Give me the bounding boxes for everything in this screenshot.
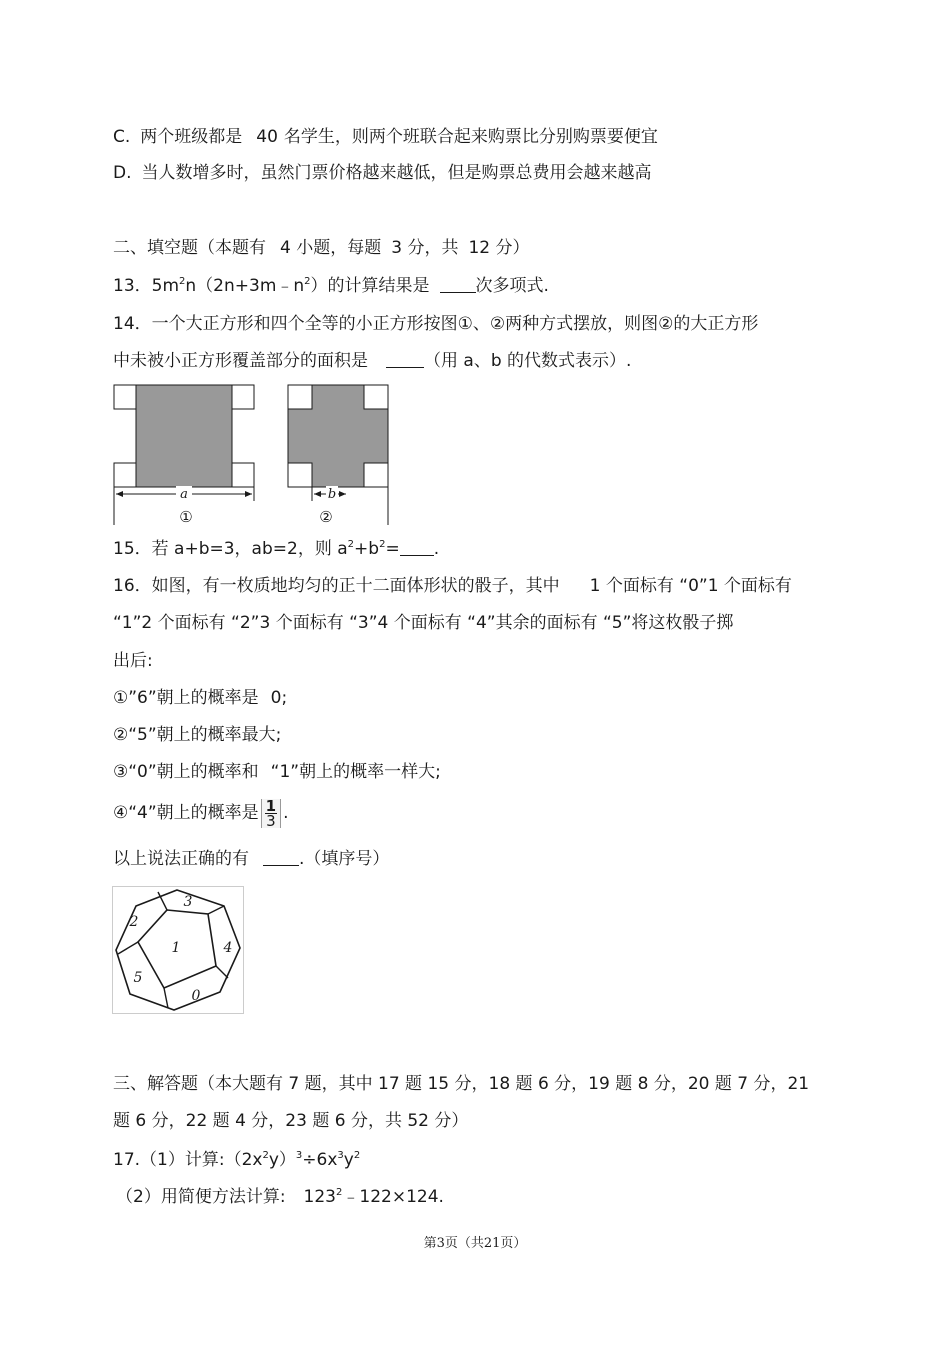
- q15-blank: [400, 539, 434, 556]
- fig2-small-square-tr: [364, 385, 388, 409]
- fig1-small-square-br: [232, 463, 254, 487]
- q16-statement-3: [113, 761, 441, 783]
- q14-blank: [386, 351, 424, 368]
- dice-face-label: 4: [223, 940, 233, 956]
- q16-question: [113, 848, 389, 870]
- section2-text-d: 12 分）: [468, 238, 530, 258]
- q16-text-a: 16．如图，有一枚质地均匀的正十二面体形状的骰子，其中: [113, 576, 560, 596]
- q15-plus: +b: [354, 539, 380, 559]
- section3-heading-line2: 题 6 分，22 题 4 分，23 题 6 分，共 52 分）: [113, 1111, 469, 1131]
- q17-p1-text: 17.（1）计算:（2x: [113, 1150, 263, 1170]
- option-c-text-b: 名学生，则两个班联合起来购票比分别购票要便宜: [283, 127, 658, 147]
- figure-1-svg: [112, 383, 257, 525]
- question-17-part1: [113, 1149, 360, 1171]
- q17-p1-exp1: 2: [262, 1150, 269, 1161]
- option-c: [113, 126, 658, 148]
- page-footer: 第3页（共21页）: [423, 1236, 527, 1251]
- option-c-text-a: 两个班级都是: [140, 127, 243, 147]
- q17-p2-base: 123: [303, 1187, 336, 1207]
- fraction-one-third: [261, 796, 281, 830]
- q16-text-b: 1 个面标有 “0”1 个面标有: [589, 576, 792, 596]
- dice-face-label: 1: [171, 940, 181, 956]
- q13-tail: 次多项式.: [475, 276, 549, 296]
- fig2-small-square-tl: [288, 385, 312, 409]
- q17-p2-exp: 2: [336, 1187, 343, 1198]
- q13-blank: [440, 276, 476, 293]
- q16-ask-text: 以上说法正确的有: [113, 849, 249, 869]
- question-17-part2: [116, 1186, 444, 1208]
- q16-blank: [263, 849, 299, 866]
- fig1-caption: ①: [179, 508, 193, 525]
- section2-text-a: 二、填空题（本题有: [113, 238, 266, 258]
- dodecahedron-dice-figure: [112, 886, 244, 1019]
- q16-s3-text-b: “1”朝上的概率一样大;: [270, 762, 441, 782]
- fraction-numerator: 1: [265, 796, 277, 815]
- question-14-line1: 14．一个大正方形和四个全等的小正方形按图①、②两种方式摆放，则图②的大正方形: [113, 314, 759, 334]
- option-d: [113, 162, 652, 184]
- q17-p1-expr-d: y: [343, 1150, 354, 1170]
- q17-p1-expr-c: ÷6x: [302, 1150, 338, 1170]
- option-d-label: D.: [113, 163, 132, 183]
- q15-text: 15．若 a+b=3，ab=2，则 a: [113, 539, 348, 559]
- fig2-label-b: b: [327, 487, 337, 502]
- q17-p2-text: （2）用简便方法计算:: [116, 1187, 286, 1207]
- fig1-small-square-tl: [114, 385, 136, 409]
- q13-exp2: 2: [304, 276, 311, 287]
- q16-ask-tail: .（填序号）: [299, 849, 390, 869]
- q16-statement-4: [113, 798, 289, 828]
- q13-number: 13．: [113, 276, 152, 296]
- q13-exp1: 2: [179, 276, 186, 287]
- q15-end: .: [433, 539, 440, 559]
- question-16-line3: 出后:: [113, 651, 153, 671]
- q16-s4-end: .: [283, 803, 289, 823]
- fig1-arrow-right: [245, 491, 252, 497]
- q16-s1-value: 0;: [270, 688, 288, 708]
- q13-text: ）的计算结果是: [310, 276, 430, 296]
- q15-exp1: 2: [347, 539, 355, 550]
- q15-exp2: 2: [379, 539, 386, 550]
- fig2-small-square-br: [364, 463, 388, 487]
- question-16-line2: “1”2 个面标有 “2”3 个面标有 “3”4 个面标有 “4”其余的面标有 “5”将这枚骰子掷: [113, 613, 734, 633]
- q16-statement-2: ②“5”朝上的概率最大;: [113, 725, 282, 745]
- fig2-arrow-left: [314, 491, 321, 497]
- fig1-big-square: [136, 385, 232, 487]
- q16-statement-1: [113, 687, 287, 709]
- q17-p1-exp3: 3: [337, 1150, 344, 1161]
- dice-face-label: 2: [129, 914, 139, 930]
- fig2-small-square-bl: [288, 463, 312, 487]
- q14-text-a: 中未被小正方形覆盖部分的面积是: [113, 351, 368, 371]
- figure-2-svg: [286, 383, 390, 525]
- question-14-line2: [113, 350, 631, 372]
- q16-s4-text: ④“4”朝上的概率是: [113, 803, 259, 823]
- fraction-denominator: 3: [266, 811, 276, 830]
- dice-svg: [112, 886, 244, 1014]
- q16-s1-text: ①”6”朝上的概率是: [113, 688, 259, 708]
- figure-2: [286, 383, 390, 530]
- q13-expr: n（2n+3m﹣n: [185, 276, 305, 296]
- q17-p1-expr-b: y）: [268, 1150, 296, 1170]
- question-15: [113, 538, 439, 560]
- section3-heading-line1: 三、解答题（本大题有 7 题，其中 17 题 15 分，18 题 6 分，19 题 8 分，20 题 7 分，21: [113, 1074, 810, 1094]
- fig1-small-square-bl: [114, 463, 136, 487]
- option-d-text: 当人数增多时，虽然门票价格越来越低，但是购票总费用会越来越高: [141, 163, 652, 183]
- dice-face-label: 5: [133, 970, 143, 986]
- section2-text-b: 4 小题，每题: [280, 238, 382, 258]
- dice-face-label: 0: [191, 988, 201, 1004]
- fig2-caption: ②: [319, 508, 333, 525]
- q17-p1-exp2: 3: [295, 1150, 303, 1161]
- section2-heading: [113, 237, 530, 259]
- q16-s3-text-a: ③“0”朝上的概率和: [113, 762, 259, 782]
- figure-1: [112, 383, 257, 530]
- q17-p2-expr: ﹣122×124.: [342, 1187, 444, 1207]
- q13-term: 5m: [151, 276, 180, 296]
- fig1-label-a: a: [180, 487, 188, 502]
- q15-eq: =: [385, 539, 400, 559]
- fig1-small-square-tr: [232, 385, 254, 409]
- q17-p1-exp4: 2: [353, 1150, 361, 1161]
- fig1-arrow-left: [116, 491, 123, 497]
- question-16-line1: [113, 575, 792, 597]
- option-c-num: 40: [256, 127, 278, 147]
- section2-text-c: 3 分，共: [391, 238, 459, 258]
- fig2-arrow-right: [339, 491, 346, 497]
- question-13: [113, 275, 549, 297]
- option-c-label: C.: [113, 127, 131, 147]
- q14-text-b: （用 a、b 的代数式表示）.: [424, 351, 632, 371]
- dice-face-label: 3: [183, 894, 193, 910]
